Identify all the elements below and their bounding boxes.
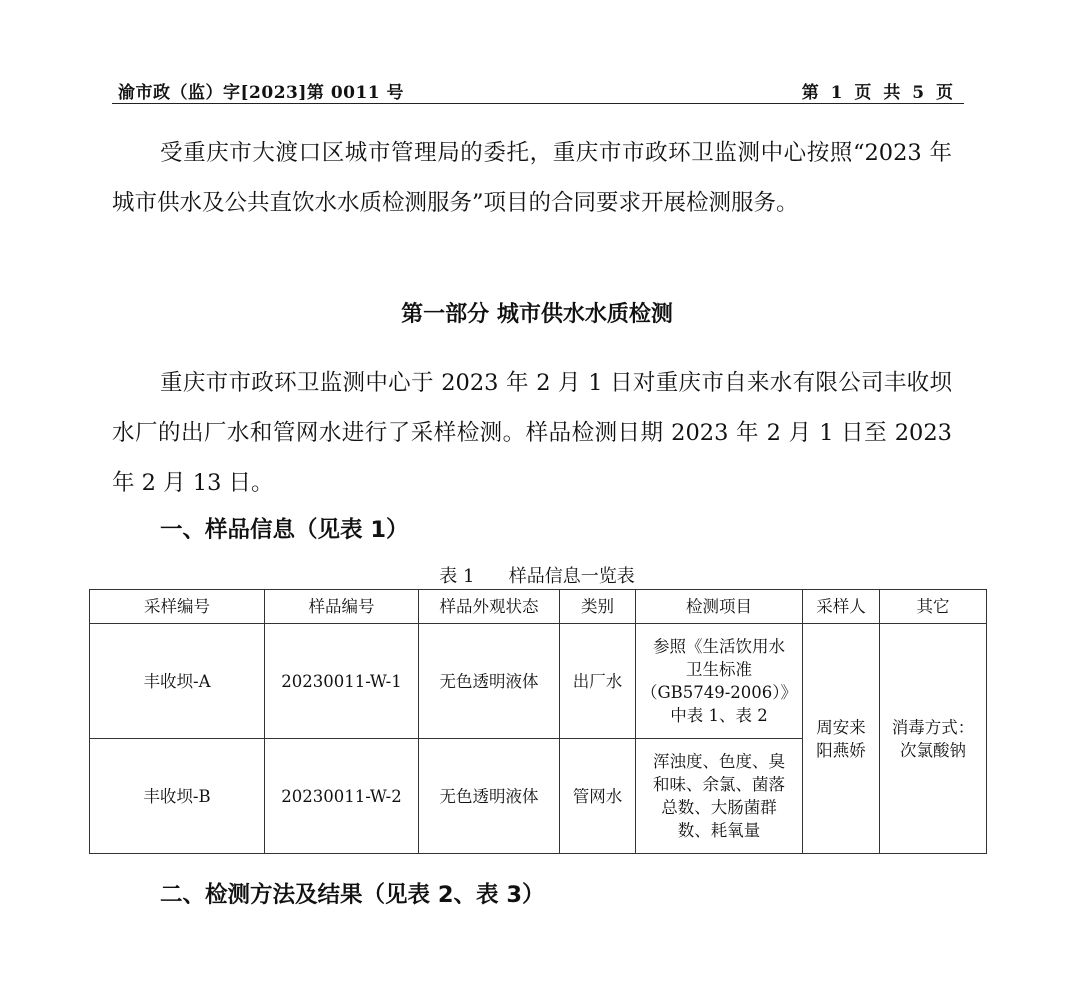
table-caption bbox=[0, 562, 1074, 588]
sampler-name: 阳燕娇 bbox=[816, 740, 866, 760]
sampling-paragraph: 重庆市市政环卫监测中心于 2023 年 2 月 1 日对重庆市自来水有限公司丰收坝水厂的出厂水和管网水进行了采样检测。样品检测日期 2023 年 2 月 1 日至 2023 年 2 月 13 日。 bbox=[112, 370, 952, 496]
test-items-line: 卫生标准 bbox=[686, 660, 752, 679]
other-line: 消毒方式： bbox=[891, 717, 975, 737]
cell-sample-id: 20230011-W-1 bbox=[265, 624, 419, 739]
col-header-category: 类别 bbox=[560, 590, 636, 624]
col-header-sampler: 采样人 bbox=[803, 590, 880, 624]
part-title: 第一部分 城市供水水质检测 bbox=[401, 302, 673, 327]
header-divider bbox=[112, 103, 964, 104]
cell-sampling-id: 丰收坝-B bbox=[90, 739, 265, 854]
col-header-test-items: 检测项目 bbox=[636, 590, 803, 624]
cell-appearance: 无色透明液体 bbox=[419, 624, 560, 739]
intro-paragraph: 受重庆市大渡口区城市管理局的委托，重庆市市政环卫监测中心按照“2023 年城市供水及公共直饮水水质检测服务”项目的合同要求开展检测服务。 bbox=[112, 140, 952, 216]
test-items-line: 浑浊度、色度、臭 bbox=[653, 752, 785, 771]
page-indicator: 第 1 页 共 5 页 bbox=[801, 83, 956, 103]
table-row bbox=[90, 624, 987, 739]
test-items-line: 中表 1、表 2 bbox=[670, 706, 768, 725]
test-items-line: 参照《生活饮用水 bbox=[653, 637, 785, 656]
cell-samplers bbox=[803, 624, 880, 854]
col-header-appearance: 样品外观状态 bbox=[419, 590, 560, 624]
col-header-sample-id: 样品编号 bbox=[265, 590, 419, 624]
table-header-row bbox=[90, 590, 987, 624]
test-items-line: （GB5749-2006）》 bbox=[640, 683, 798, 702]
table-caption-label: 表 1 bbox=[439, 566, 475, 587]
col-header-sampling-id: 采样编号 bbox=[90, 590, 265, 624]
other-line: 次氯酸钠 bbox=[900, 740, 966, 760]
sampler-name: 周安来 bbox=[816, 717, 866, 737]
cell-test-items bbox=[636, 624, 803, 739]
document-number: 渝市政（监）字[2023]第 0011 号 bbox=[118, 83, 405, 103]
test-items-line: 数、耗氧量 bbox=[677, 821, 761, 840]
cell-category: 出厂水 bbox=[560, 624, 636, 739]
test-items-line: 和味、余氯、菌落 bbox=[653, 775, 785, 794]
cell-appearance: 无色透明液体 bbox=[419, 739, 560, 854]
cell-category: 管网水 bbox=[560, 739, 636, 854]
section-heading-methods-results: 二、检测方法及结果（见表 2、表 3） bbox=[160, 882, 545, 908]
cell-test-items bbox=[636, 739, 803, 854]
cell-other bbox=[880, 624, 987, 854]
test-items-line: 总数、大肠菌群 bbox=[661, 798, 777, 817]
table-caption-title: 样品信息一览表 bbox=[508, 566, 635, 587]
col-header-other: 其它 bbox=[880, 590, 987, 624]
section-heading-sample-info: 一、样品信息（见表 1） bbox=[160, 517, 409, 543]
cell-sample-id: 20230011-W-2 bbox=[265, 739, 419, 854]
cell-sampling-id: 丰收坝-A bbox=[90, 624, 265, 739]
sample-info-table bbox=[89, 589, 987, 854]
